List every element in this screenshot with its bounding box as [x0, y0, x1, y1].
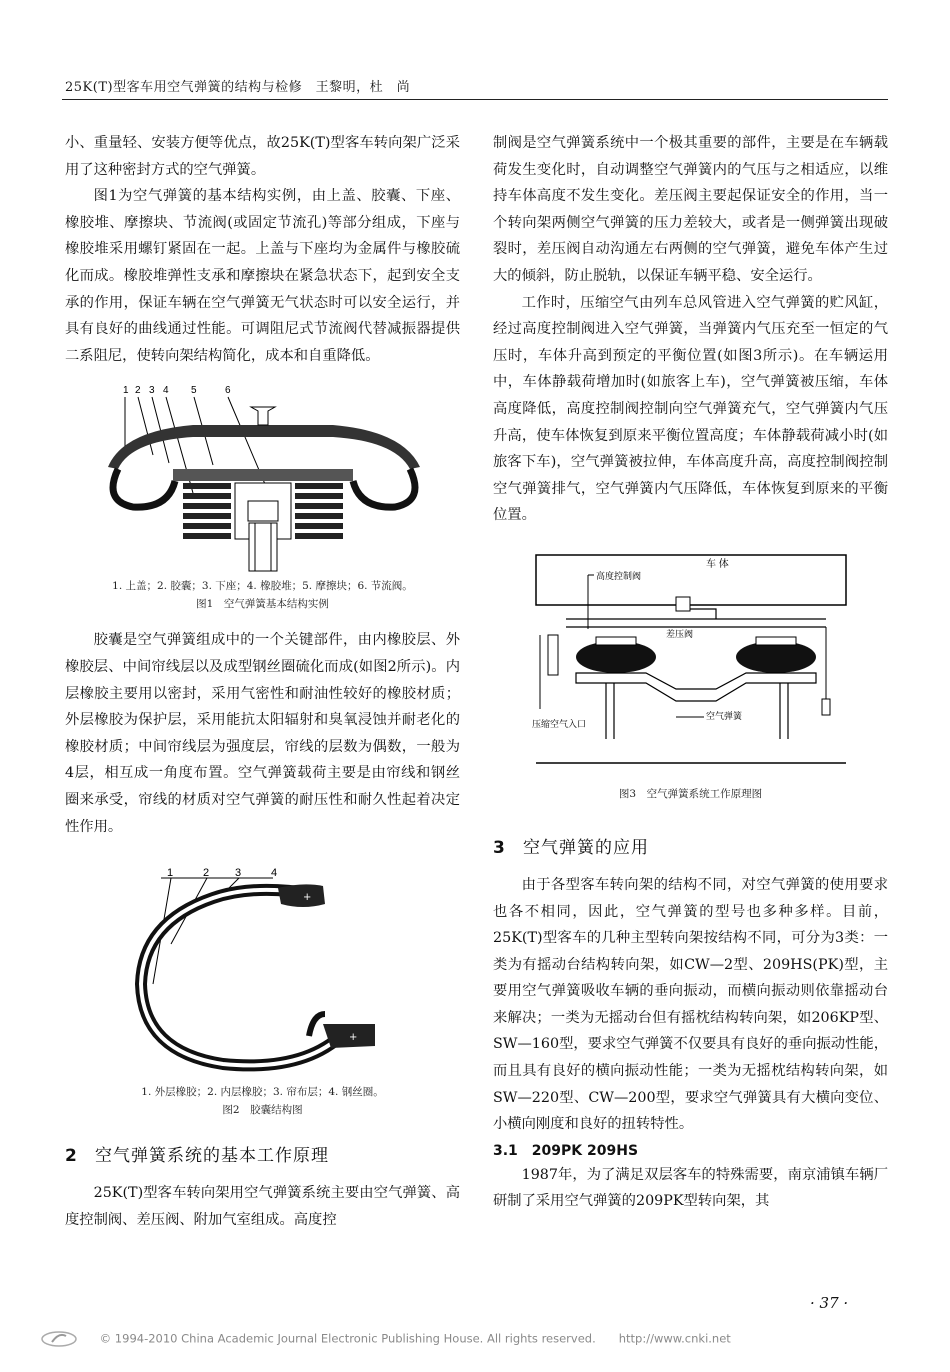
- fig2-label: 4: [270, 867, 277, 880]
- fig3-diff-valve-label: 差压阀: [665, 628, 693, 639]
- paragraph: 小、重量轻、安装方便等优点，故25K(T)型客车转向架广泛采用了这种密封方式的空气弹簧。: [65, 135, 460, 178]
- svg-text:+: +: [348, 1032, 357, 1044]
- figure-legend: 1. 上盖；2. 胶囊；3. 下座；4. 橡胶堆；5. 摩擦块；6. 节流阀。: [112, 580, 413, 593]
- fig1-label: 1: [122, 385, 129, 397]
- figure-caption: 图3 空气弹簧系统工作原理图: [618, 787, 763, 800]
- system-principle-drawing: [526, 549, 856, 779]
- figure-legend: 1. 外层橡胶；2. 内层橡胶；3. 帘布层；4. 钢丝圈。: [141, 1086, 384, 1099]
- section-title: 空气弹簧系统的基本工作原理: [95, 1146, 329, 1167]
- footer: [40, 1330, 920, 1348]
- fig2-label: 1: [166, 867, 173, 880]
- figure-caption: 图1 空气弹簧基本结构实例: [196, 598, 329, 611]
- running-head: 25K(T)型客车用空气弹簧的结构与检修 王黎明，杜 尚: [65, 80, 411, 95]
- figure-3: [493, 549, 888, 803]
- fig3-air-inlet-label: 压缩空气入口: [531, 718, 586, 729]
- fig2-label: 3: [234, 867, 241, 880]
- fig1-label: 6: [224, 385, 231, 397]
- fig2-label: 2: [202, 867, 209, 880]
- figure-2: [65, 864, 460, 1119]
- figure-caption: 图2 胶囊结构图: [222, 1104, 303, 1117]
- fig1-label: 2: [134, 385, 141, 397]
- paragraph: 工作时，压缩空气由列车总风管进入空气弹簧的贮风缸，经过高度控制阀进入空气弹簧，当弹簧内气压充至一恒定的气压时，车体升高到预定的平衡位置(如图3所示)。在车辆运用中，车体静载荷增加时(如旅客上车)，空气弹簧被压缩，车体高度降低，高度控制阀控制向空气弹簧充气，空气弹簧内气压升高，使车体恢复到原来平衡位置高度；车体静载荷减小时(如旅客下车)，空气弹簧被拉伸，车体高度升高，高度控制阀控制空气弹簧排气，空气弹簧内气压降低，车体恢复到原来的平衡位置。: [493, 294, 888, 524]
- subsection-heading: 3.1 209PK 209HS: [493, 1142, 639, 1159]
- figure-1: [65, 383, 460, 613]
- paragraph: 25K(T)型客车转向架用空气弹簧系统主要由空气弹簧、高度控制阀、差压阀、附加气室组成。高度控: [65, 1185, 460, 1228]
- section-heading: [65, 1141, 460, 1166]
- section-title: 空气弹簧的应用: [523, 837, 649, 858]
- section-number: 2: [65, 1146, 78, 1167]
- paragraph: 胶囊是空气弹簧组成中的一个关键部件，由内橡胶层、外橡胶层、中间帘线层以及成型钢丝圈硫化而成(如图2所示)。内层橡胶主要用以密封，采用气密性和耐油性较好的橡胶材质；外层橡胶为保护层，采用能抗太阳辐射和臭氧浸蚀并耐老化的橡胶材质；中间帘线层为强度层，帘线的层数为偶数，一般为4层，相互成一角度布置。空气弹簧载荷主要是由帘线和钢丝圈来承受，帘线的材质对空气弹簧的耐压性和耐久性起着决定性作用。: [65, 632, 460, 835]
- fig3-air-spring-label: 空气弹簧: [705, 710, 742, 721]
- fig1-label: 3: [148, 385, 155, 397]
- section-heading: [493, 833, 888, 858]
- bellows-structure-drawing: [113, 864, 413, 1079]
- paragraph: 由于各型客车转向架的结构不同，对空气弹簧的使用要求也各不相同，因此，空气弹簧的型号也多种多样。目前，25K(T)型客车的几种主型转向架按结构不同，可分为3类：一类为有摇动台结构转向架，如CW—2型、209HS(PK)型，主要用空气弹簧吸收车辆的垂向振动，而横向振动则依靠摇动台来解决；一类为无摇动台但有摇枕结构转向架，如206KP型、SW—160型，要求空气弹簧不仅要具有良好的垂向振动性能，而且具有良好的横向振动性能；一类为无摇枕结构转向架，如SW—220型、CW—200型，要求空气弹簧具有大横向变位、小横向刚度和良好的扭转特性。: [493, 876, 888, 1133]
- right-column: [493, 130, 888, 1215]
- paragraph: 1987年，为了满足双层客车的特殊需要，南京浦镇车辆厂研制了采用空气弹簧的209PK型转向架，其: [493, 1166, 888, 1210]
- section-number: 3: [493, 837, 506, 858]
- fig1-label: 5: [190, 385, 197, 397]
- fig3-car-body-label: 车 体: [705, 558, 729, 570]
- svg-text:+: +: [302, 892, 311, 904]
- air-spring-structure-drawing: [83, 383, 443, 573]
- header-rule: [62, 99, 888, 100]
- cnki-logo-icon: [40, 1330, 78, 1348]
- copyright-text: © 1994-2010 China Academic Journal Electronic Publishing House. All rights reserved. http://www.cnki.net: [99, 1331, 731, 1346]
- page-number: · 37 ·: [810, 1294, 849, 1312]
- fig3-height-valve-label: 高度控制阀: [595, 570, 641, 581]
- paragraph: 制阀是空气弹簧系统中一个极其重要的部件，主要是在车辆载荷发生变化时，自动调整空气弹簧内的气压与之相适应，以维持车体高度不发生变化。差压阀主要起保证安全的作用，当一个转向架两侧空气弹簧的压力差较大，或者是一侧弹簧出现破裂时，差压阀自动沟通左右两侧的空气弹簧，避免车体产生过大的倾斜，防止脱轨，以保证车辆平稳、安全运行。: [493, 135, 888, 284]
- paragraph: 图1为空气弹簧的基本结构实例，由上盖、胶囊、下座、橡胶堆、摩擦块、节流阀(或固定节流孔)等部分组成，下座与橡胶堆采用螺钉紧固在一起。上盖与下座均为金属件与橡胶硫化而成。橡胶堆弹性支承和摩擦块在紧急状态下，起到安全支承的作用，保证车辆在空气弹簧无气状态时可以安全运行，并具有良好的曲线通过性能。可调阻尼式节流阀代替减振器提供二系阻尼，使转向架结构简化，成本和自重降低。: [65, 188, 460, 364]
- fig1-label: 4: [162, 385, 169, 397]
- left-column: [65, 130, 460, 1233]
